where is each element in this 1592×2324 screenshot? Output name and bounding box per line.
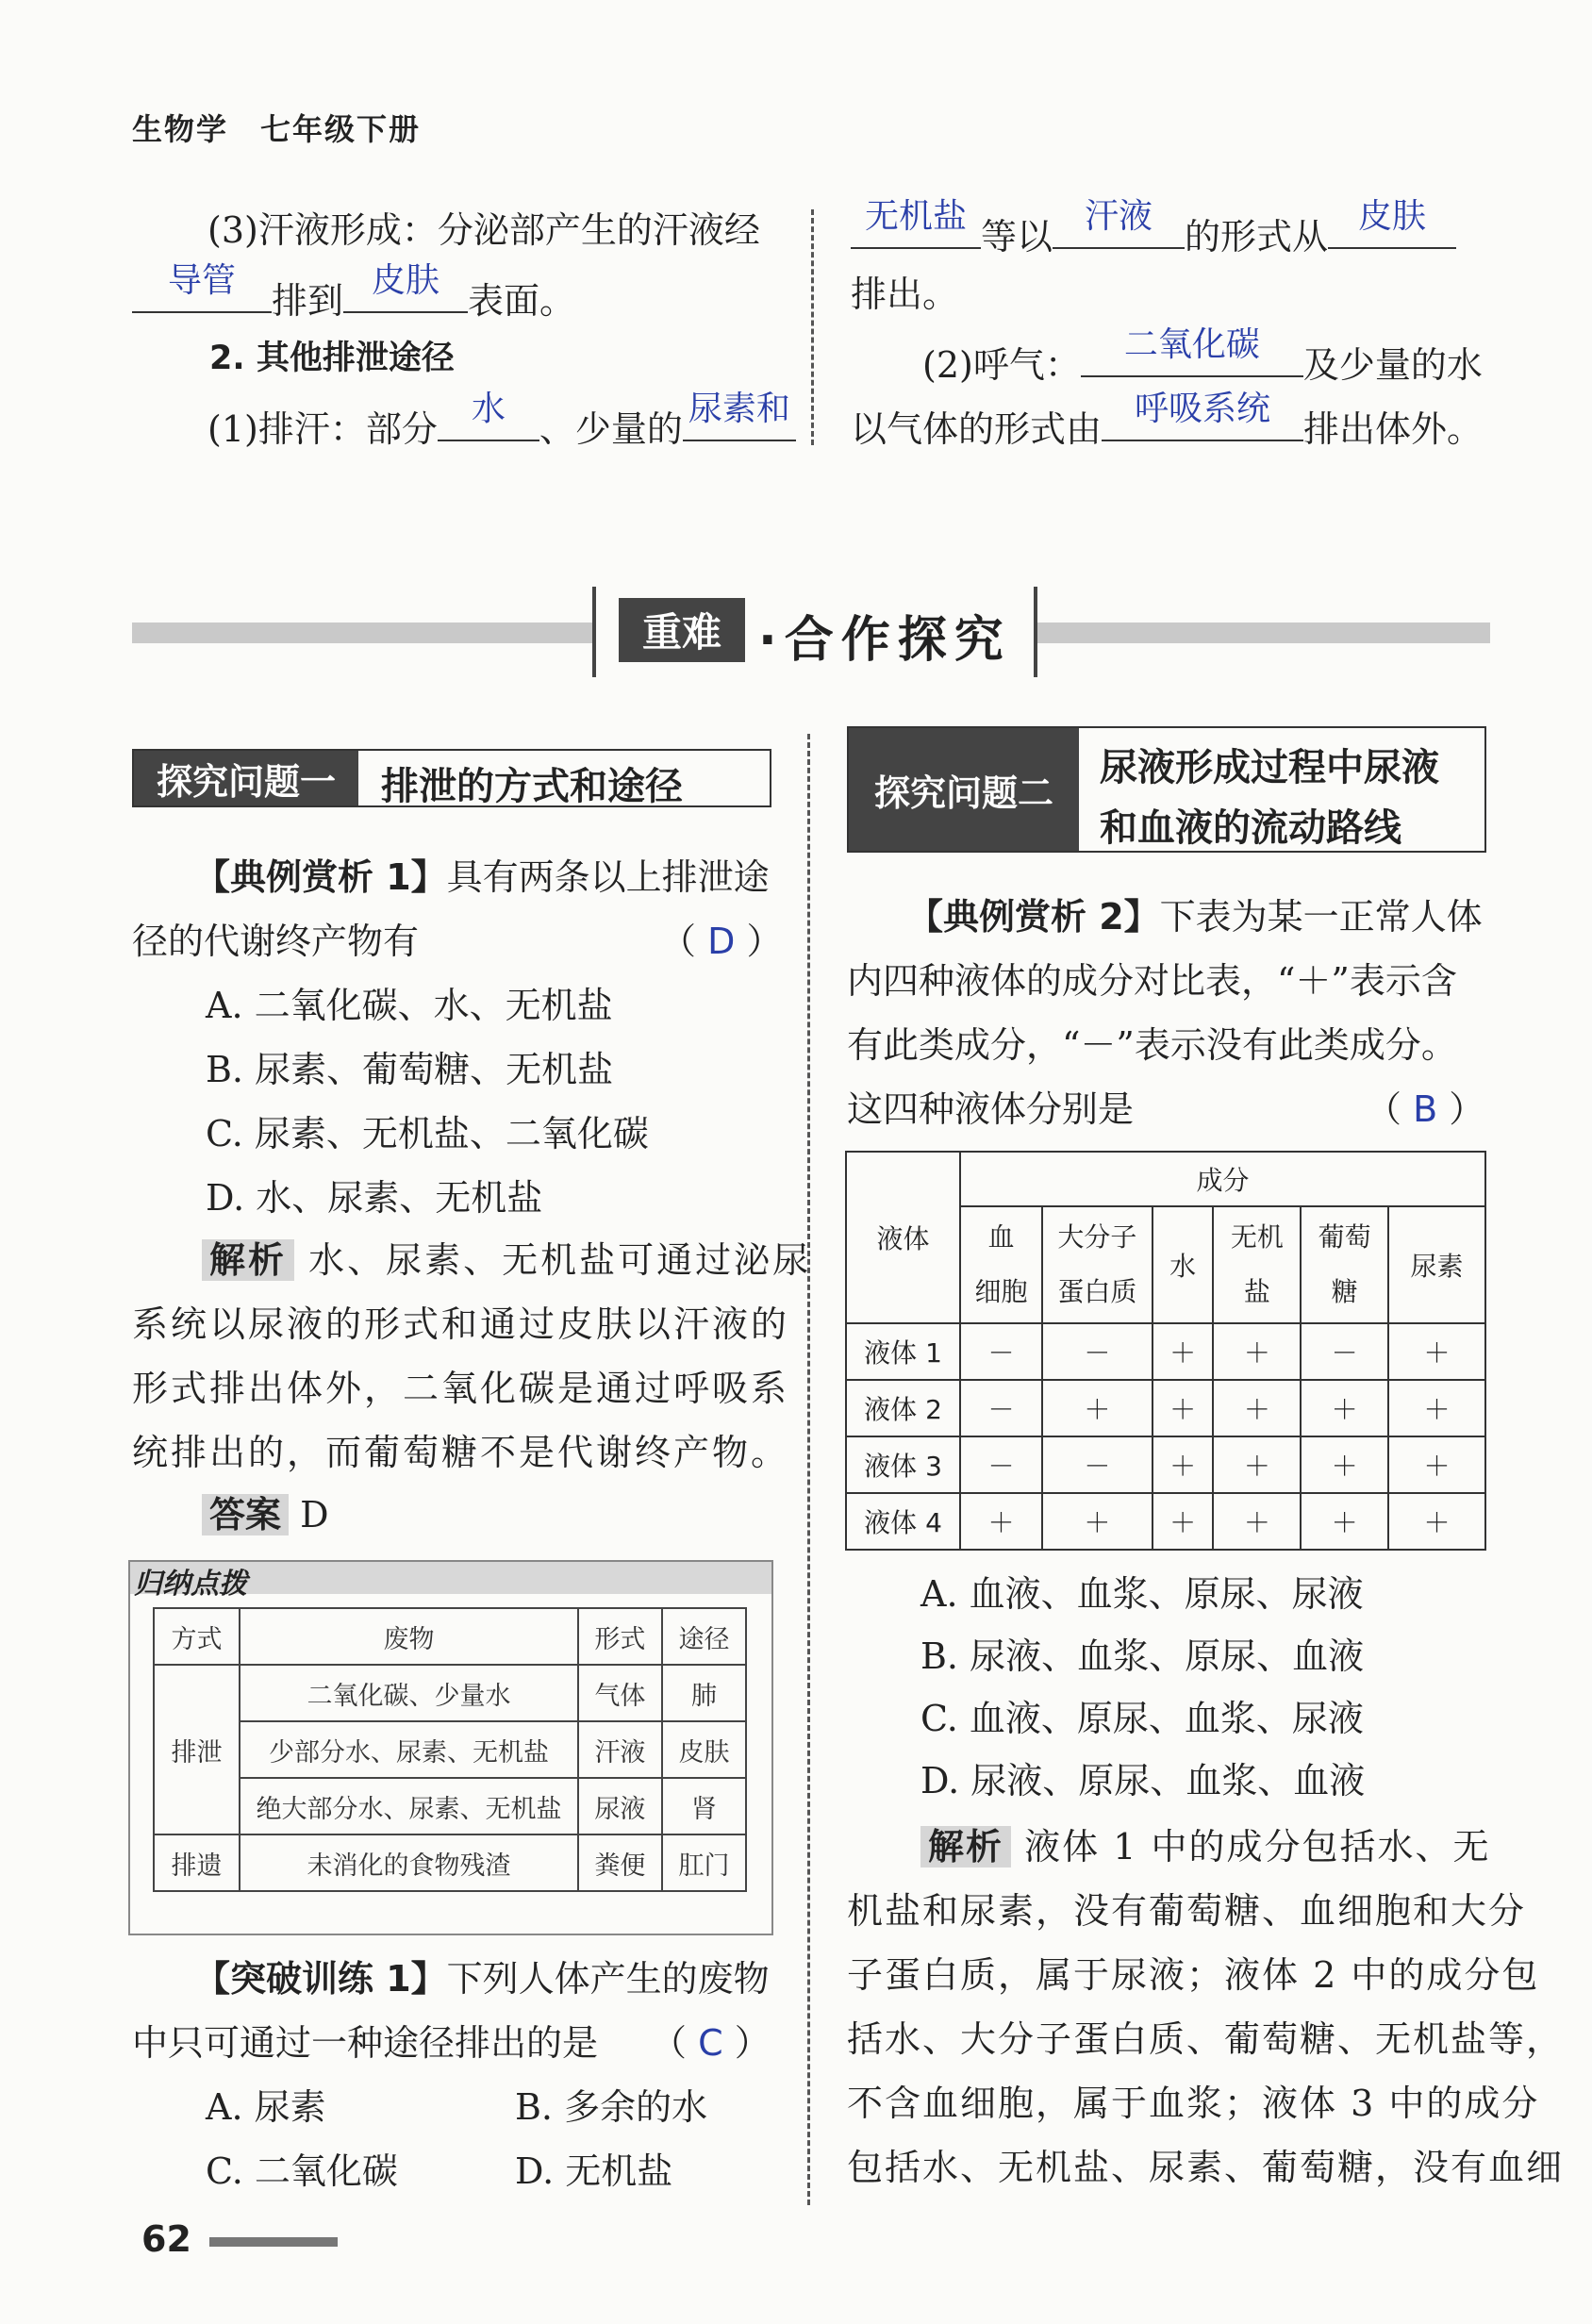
- form-cell: 尿液: [578, 1778, 662, 1834]
- fluid-table: [845, 1151, 1486, 1551]
- option-c: C. 尿素、无机盐、二氧化碳: [206, 1113, 649, 1154]
- answer-line: 答案 D: [202, 1483, 329, 1547]
- option-d: D. 水、尿素、无机盐: [206, 1177, 543, 1219]
- fluid-name: 液体 2: [846, 1380, 960, 1436]
- example-2-line-2: 内四种液体的成分对比表，“＋”表示含: [847, 960, 1457, 1002]
- table-row: [154, 1778, 746, 1834]
- summary-header: 废物: [240, 1608, 578, 1665]
- waste-cell: 二氧化碳、少量水: [240, 1665, 578, 1721]
- question-one-box: [132, 749, 771, 807]
- example-1-line: 【典例赏析 1】具有两条以上排泄途: [194, 856, 770, 898]
- option-a: A. 尿素: [206, 2086, 326, 2128]
- table-row: 液体 1 － － ＋ ＋ － ＋: [846, 1323, 1485, 1380]
- table-row: 液体 2 － ＋ ＋ ＋ ＋ ＋: [846, 1380, 1485, 1436]
- sweat-route-line: 无机盐 等以 汗液 的形式从 皮肤: [851, 198, 1456, 269]
- summary-box: [128, 1560, 773, 1935]
- option-b: B. 尿液、血浆、原尿、血液: [920, 1635, 1365, 1677]
- analysis-line: 括水、大分子蛋白质、葡萄糖、无机盐等，: [847, 2018, 1565, 2060]
- example-2-answer: （ B ）: [1366, 1088, 1485, 1130]
- answer-blank: 呼吸系统: [1135, 390, 1271, 428]
- option-c: C. 血液、原尿、血浆、尿液: [920, 1698, 1364, 1739]
- column-header: 葡萄 糖: [1301, 1206, 1388, 1323]
- corner-header: 液体: [846, 1152, 960, 1323]
- table-row: 液体 3 － － ＋ ＋ ＋ ＋: [846, 1436, 1485, 1493]
- section-banner: [592, 587, 1037, 677]
- summary-header: 方式: [154, 1608, 240, 1665]
- table-row: [154, 1834, 746, 1891]
- waste-cell: 少部分水、尿素、无机盐: [240, 1721, 578, 1778]
- table-row: 液体 4 ＋ ＋ ＋ ＋ ＋ ＋: [846, 1493, 1485, 1550]
- option-d: D. 无机盐: [515, 2150, 673, 2192]
- training-1-answer: （ C ）: [651, 2022, 771, 2064]
- answer-blank: 尿素和: [688, 390, 790, 428]
- exhale-line-2: 以气体的形式由 呼吸系统 排出体外。: [851, 390, 1483, 461]
- question-two-title-2: 和血液的流动路线: [1100, 806, 1401, 850]
- analysis-label: 解析: [920, 1826, 1011, 1868]
- fluid-name: 液体 4: [846, 1493, 960, 1550]
- route-cell: 肾: [662, 1778, 746, 1834]
- form-cell: 汗液: [578, 1721, 662, 1778]
- column-header: 血 细胞: [960, 1206, 1042, 1323]
- waste-cell: 未消化的食物残渣: [240, 1834, 578, 1891]
- answer-blank: 导管: [167, 261, 236, 300]
- summary-header: 形式: [578, 1608, 662, 1665]
- banner-tag: 重难: [619, 598, 745, 662]
- training-1-line: 【突破训练 1】下列人体产生的废物: [194, 1958, 770, 2000]
- question-one-title: 排泄的方式和途径: [381, 765, 683, 808]
- waste-cell: 绝大部分水、尿素、无机盐: [240, 1778, 578, 1834]
- fluid-name: 液体 1: [846, 1323, 960, 1380]
- example-1-answer: （ D ）: [660, 921, 783, 962]
- book-header: 生物学 七年级下册: [132, 111, 422, 147]
- summary-header: 途径: [662, 1608, 746, 1665]
- group-header: 成分: [960, 1152, 1485, 1206]
- option-b: B. 尿素、葡萄糖、无机盐: [206, 1049, 614, 1090]
- training-1-line-2: 中只可通过一种途径排出的是: [132, 2022, 599, 2064]
- example-2-line: 【典例赏析 2】下表为某一正常人体: [907, 896, 1483, 938]
- table-row: [154, 1721, 746, 1778]
- question-two-title-1: 尿液形成过程中尿液: [1100, 746, 1439, 789]
- sweat-formation-line: (3)汗液形成：分泌部产生的汗液经: [207, 209, 760, 251]
- column-header: 无机 盐: [1213, 1206, 1301, 1323]
- sweating-line: (1)排汗：部分 水 、少量的 尿素和: [207, 390, 796, 461]
- summary-table: [153, 1607, 747, 1892]
- page-number: 62: [141, 2218, 191, 2260]
- sweat-formation-line-2: 导管 排到 皮肤 表面。: [132, 262, 575, 333]
- column-divider: [807, 734, 810, 2205]
- subheading-other-routes: 2. 其他排泄途径: [209, 340, 455, 377]
- analysis-line: 机盐和尿素，没有葡萄糖、血细胞和大分: [847, 1890, 1527, 1932]
- answer-blank: 二氧化碳: [1123, 325, 1260, 364]
- method-cell: 排泄: [154, 1665, 240, 1834]
- answer-blank: 水: [471, 390, 506, 428]
- column-header: 尿素: [1388, 1206, 1485, 1323]
- form-cell: 气体: [578, 1665, 662, 1721]
- table-row: [154, 1665, 746, 1721]
- analysis-line: 解析 水、尿素、无机盐可通过泌尿: [202, 1228, 811, 1292]
- option-c: C. 二氧化碳: [206, 2150, 398, 2192]
- analysis-line: 统排出的，而葡萄糖不是代谢终产物。: [132, 1432, 790, 1473]
- footer-bar: [209, 2237, 338, 2247]
- option-a: A. 二氧化碳、水、无机盐: [206, 985, 613, 1026]
- answer-blank: 无机盐: [864, 197, 967, 236]
- column-header: 水: [1153, 1206, 1214, 1323]
- sweat-route-line-2: 排出。: [851, 274, 959, 315]
- route-cell: 皮肤: [662, 1721, 746, 1778]
- exhale-line: (2)呼气： 二氧化碳 及少量的水: [922, 326, 1483, 397]
- answer-blank: 汗液: [1085, 197, 1153, 236]
- answer-blank: 皮肤: [1358, 197, 1427, 236]
- option-b: B. 多余的水: [515, 2086, 708, 2128]
- column-header: 大分子 蛋白质: [1042, 1206, 1153, 1323]
- column-divider: [811, 209, 814, 445]
- fluid-name: 液体 3: [846, 1436, 960, 1493]
- analysis-line: 解析 液体 1 中的成分包括水、无: [920, 1815, 1490, 1879]
- summary-title: 归纳点拨: [134, 1568, 247, 1601]
- route-cell: 肺: [662, 1665, 746, 1721]
- analysis-line: 形式排出体外，二氧化碳是通过呼吸系: [132, 1368, 790, 1409]
- question-one-tag: 探究问题一: [134, 751, 358, 805]
- banner-title: ·合作探究: [758, 612, 1011, 669]
- form-cell: 粪便: [578, 1834, 662, 1891]
- answer-blank: 皮肤: [372, 261, 440, 300]
- option-a: A. 血液、血浆、原尿、尿液: [920, 1573, 1364, 1615]
- analysis-line: 包括水、无机盐、尿素、葡萄糖，没有血细: [847, 2147, 1565, 2188]
- route-cell: 肛门: [662, 1834, 746, 1891]
- analysis-line: 子蛋白质，属于尿液；液体 2 中的成分包: [847, 1954, 1540, 1996]
- answer-label: 答案: [202, 1494, 289, 1536]
- method-cell: 排遗: [154, 1834, 240, 1891]
- example-2-line-3: 有此类成分，“－”表示没有此类成分。: [847, 1024, 1457, 1066]
- analysis-label: 解析: [202, 1239, 294, 1281]
- example-2-line-4: 这四种液体分别是: [847, 1088, 1135, 1130]
- option-d: D. 尿液、原尿、血浆、血液: [920, 1760, 1366, 1801]
- question-two-box: [847, 726, 1486, 853]
- example-1-line-2: 径的代谢终产物有: [132, 921, 420, 962]
- question-two-tag: 探究问题二: [849, 728, 1079, 851]
- analysis-line: 系统以尿液的形式和通过皮肤以汗液的: [132, 1303, 790, 1345]
- analysis-line: 不含血细胞，属于血浆；液体 3 中的成分: [847, 2083, 1540, 2124]
